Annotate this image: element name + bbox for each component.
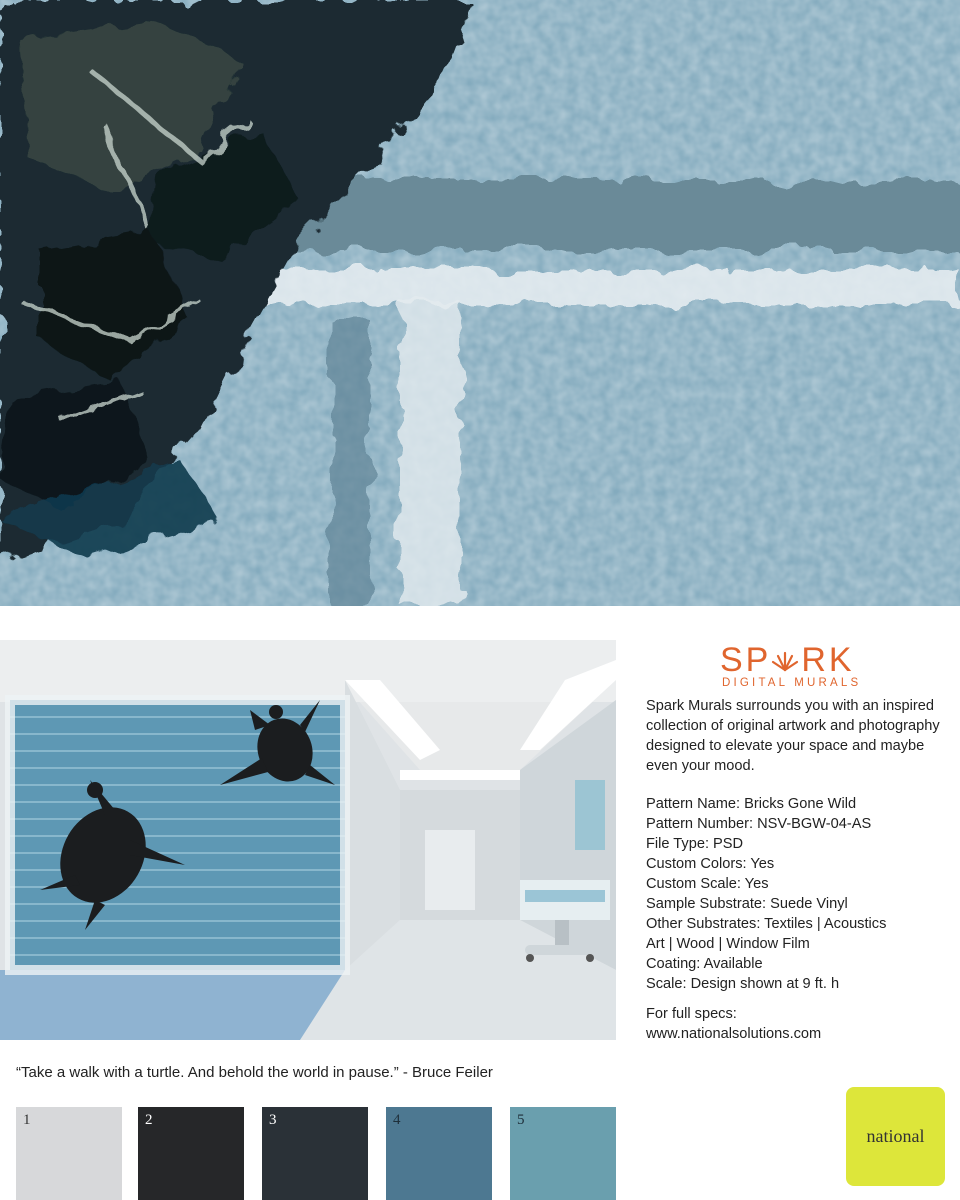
quote: “Take a walk with a turtle. And behold the world in pause.” - Bruce Feiler: [16, 1064, 493, 1081]
spark-logo: [720, 642, 870, 690]
swatch-number: 2: [145, 1112, 153, 1128]
swatch-number: 4: [393, 1112, 401, 1128]
sunburst-icon: [770, 648, 800, 672]
website-link[interactable]: www.nationalsolutions.com: [646, 1026, 822, 1042]
spec-custom-colors: Custom Colors: Yes: [646, 856, 775, 872]
spec-custom-scale: Custom Scale: Yes: [646, 876, 769, 892]
spec-other-substrates-cont: Art | Wood | Window Film: [646, 936, 810, 952]
room-render-image: [0, 640, 616, 1040]
swatch-number: 5: [517, 1112, 525, 1128]
swatch-number: 3: [269, 1112, 277, 1128]
spec-coating: Coating: Available: [646, 956, 763, 972]
national-logo-badge: [846, 1087, 945, 1186]
description: Spark Murals surrounds you with an inspired collection of original artwork and photography designed to elevate your space and maybe even your mood.: [646, 698, 940, 774]
spec-list: [646, 794, 946, 994]
swatch-4: [386, 1107, 492, 1200]
info-panel: [646, 640, 946, 1050]
logo-wordmark: SP RK: [720, 641, 855, 679]
swatch-1: [16, 1107, 122, 1200]
spec-file-type: File Type: PSD: [646, 836, 744, 852]
spec-sample-substrate: Sample Substrate: Suede Vinyl: [646, 896, 848, 912]
spec-other-substrates: Other Substrates: Textiles | Acoustics: [646, 916, 887, 932]
swatch-5: [510, 1107, 616, 1200]
spec-scale: Scale: Design shown at 9 ft. h: [646, 976, 840, 992]
swatch-3: [262, 1107, 368, 1200]
badge-text: national: [866, 1126, 925, 1146]
full-specs-label: For full specs:: [646, 1006, 737, 1022]
logo-subtitle: DIGITAL MURALS: [722, 677, 862, 689]
spec-pattern-number: Pattern Number: NSV-BGW-04-AS: [646, 816, 872, 832]
swatch-number: 1: [23, 1112, 31, 1128]
swatch-2: [138, 1107, 244, 1200]
hallway-scene: [0, 640, 616, 1040]
full-specs: [646, 1004, 946, 1044]
spec-pattern-name: Pattern Name: Bricks Gone Wild: [646, 796, 857, 812]
